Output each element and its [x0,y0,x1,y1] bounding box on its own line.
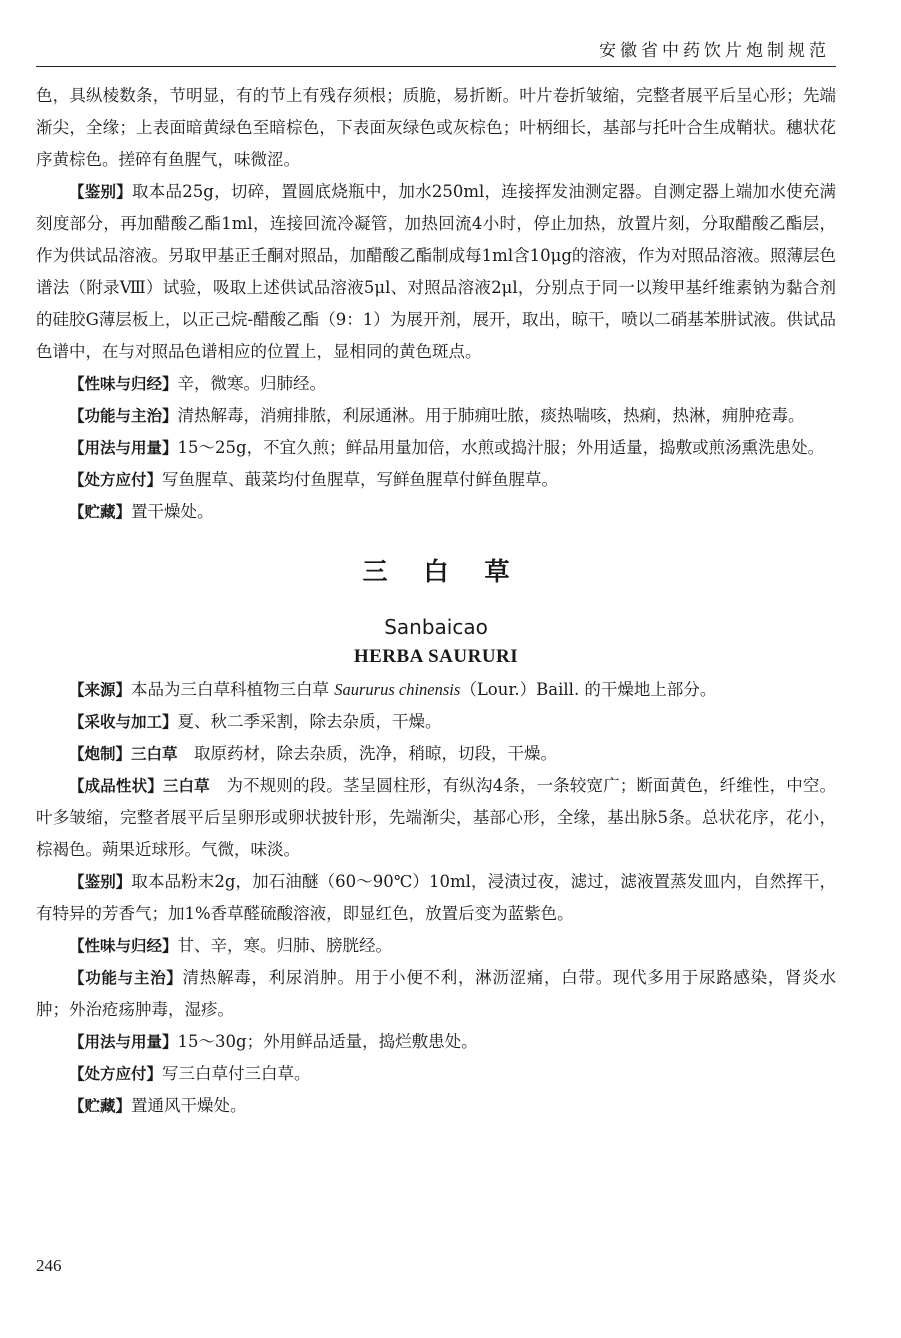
section-dosage [36,432,836,464]
section-text: 清热解毒，利尿消肿。用于小便不利，淋沥涩痛，白带。现代多用于尿路感染，肾炎水肿；外治疮疡肿毒，湿疹。 [36,968,836,1019]
section-storage [36,1090,836,1122]
section-label: 【炮制】 [69,745,132,763]
continued-paragraph: 色，具纵棱数条，节明显，有的节上有残存须根；质脆，易折断。叶片卷折皱缩，完整者展平后呈心形；先端渐尖，全缘；上表面暗黄绿色至暗棕色，下表面灰绿色或灰棕色；叶柄细长，基部与托叶合生成鞘状。穗状花序黄棕色。搓碎有鱼腥气，味微涩。 [36,86,836,169]
section-label: 【处方应付】 [69,471,163,489]
section-text: 取本品25g，切碎，置圆底烧瓶中，加水250ml，连接挥发油测定器。自测定器上端加水使充满刻度部分，再加醋酸乙酯1ml，连接回流冷凝管，加热回流4小时，停止加热，放置片刻，分取醋酸乙酯层，作为供试品溶液。另取甲基正壬酮对照品，加醋酸乙酯制成每1ml含10μg的溶液，作为对照品溶液。照薄层色谱法（附录Ⅷ）试验，吸取上述供试品溶液5μl、对照品溶液2μl，分别点于同一以羧甲基纤维素钠为黏合剂的硅胶G薄层板上，以正己烷-醋酸乙酯（9：1）为展开剂，展开，取出，晾干，喷以二硝基苯肼试液。供试品色谱中，在与对照品色谱相应的位置上，显相同的黄色斑点。 [36,182,836,361]
section-text: 15～25g，不宜久煎；鲜品用量加倍，水煎或捣汁服；外用适量，捣敷或煎汤熏洗患处。 [177,438,825,457]
latin-binomial: Saururus chinensis [334,680,461,699]
header-rule [36,66,836,67]
section-prescription [36,464,836,496]
section-text: 写鱼腥草、蕺菜均付鱼腥草，写鲜鱼腥草付鲜鱼腥草。 [162,470,559,489]
section-text: 15～30g；外用鲜品适量，捣烂敷患处。 [177,1032,478,1051]
section-sublabel: 三白草 [162,777,210,795]
section-prescription [36,1058,836,1090]
section-text: 辛，微寒。归肺经。 [177,374,327,393]
section-function [36,400,836,432]
section-characteristics [36,770,836,866]
section-label: 【采收与加工】 [69,713,178,731]
section-text: 本品为三白草科植物三白草 [131,680,335,699]
page-number: 246 [36,1256,62,1275]
section-property [36,930,836,962]
section-text: 甘、辛，寒。归肺、膀胱经。 [177,936,393,955]
section-identification [36,176,836,368]
section-text: 清热解毒，消痈排脓，利尿通淋。用于肺痈吐脓，痰热喘咳，热痢，热淋，痈肿疮毒。 [177,406,805,425]
section-label: 【处方应付】 [69,1065,163,1083]
section-text: 置干燥处。 [131,502,214,521]
section-text: 取原药材，除去杂质，洗净，稍晾，切段，干燥。 [177,744,558,763]
section-label: 【性味与归经】 [69,937,178,955]
section-label: 【成品性状】 [69,777,163,795]
section-label: 【用法与用量】 [69,1033,178,1051]
section-label: 【来源】 [69,681,132,699]
section-text: 置通风干燥处。 [131,1096,247,1115]
section-label: 【鉴别】 [69,183,133,201]
section-label: 【鉴别】 [69,873,132,891]
entry-title-latin: HERBA SAURURI [353,646,519,667]
section-text: 为不规则的段。茎呈圆柱形，有纵沟4条，一条较宽广；断面黄色，纤维性，中空。叶多皱缩，完整者展平后呈卵形或卵状披针形，先端渐尖，基部心形，全缘，基出脉5条。总状花序，花小，棕褐色。蒴果近球形。气微，味淡。 [36,776,836,859]
section-text: 写三白草付三白草。 [162,1064,311,1083]
section-label: 【功能与主治】 [69,407,178,425]
section-label: 【性味与归经】 [69,375,178,393]
section-label: 【贮藏】 [69,1097,132,1115]
section-text: 取本品粉末2g，加石油醚（60～90℃）10ml，浸渍过夜，滤过，滤液置蒸发皿内，自然挥干，有特异的芳香气；加1%香草醛硫酸溶液，即显红色，放置后变为蓝紫色。 [36,872,836,923]
section-text: （Lour.）Baill. 的干燥地上部分。 [460,680,717,699]
section-label: 【贮藏】 [69,503,132,521]
section-label: 【用法与用量】 [69,439,178,457]
page-content [36,80,836,1122]
section-label: 【功能与主治】 [69,969,183,987]
section-text: 夏、秋二季采割，除去杂质，干燥。 [177,712,442,731]
entry-title: 三白草 [362,557,546,586]
section-storage [36,496,836,528]
entry-title-pinyin: Sanbaicao [384,615,488,639]
running-head: 安徽省中药饮片炮制规范 [599,41,830,61]
section-function [36,962,836,1026]
section-property [36,368,836,400]
section-harvest [36,706,836,738]
section-identification [36,866,836,930]
section-source [36,674,836,706]
section-dosage [36,1026,836,1058]
section-processing [36,738,836,770]
section-sublabel: 三白草 [131,745,178,763]
